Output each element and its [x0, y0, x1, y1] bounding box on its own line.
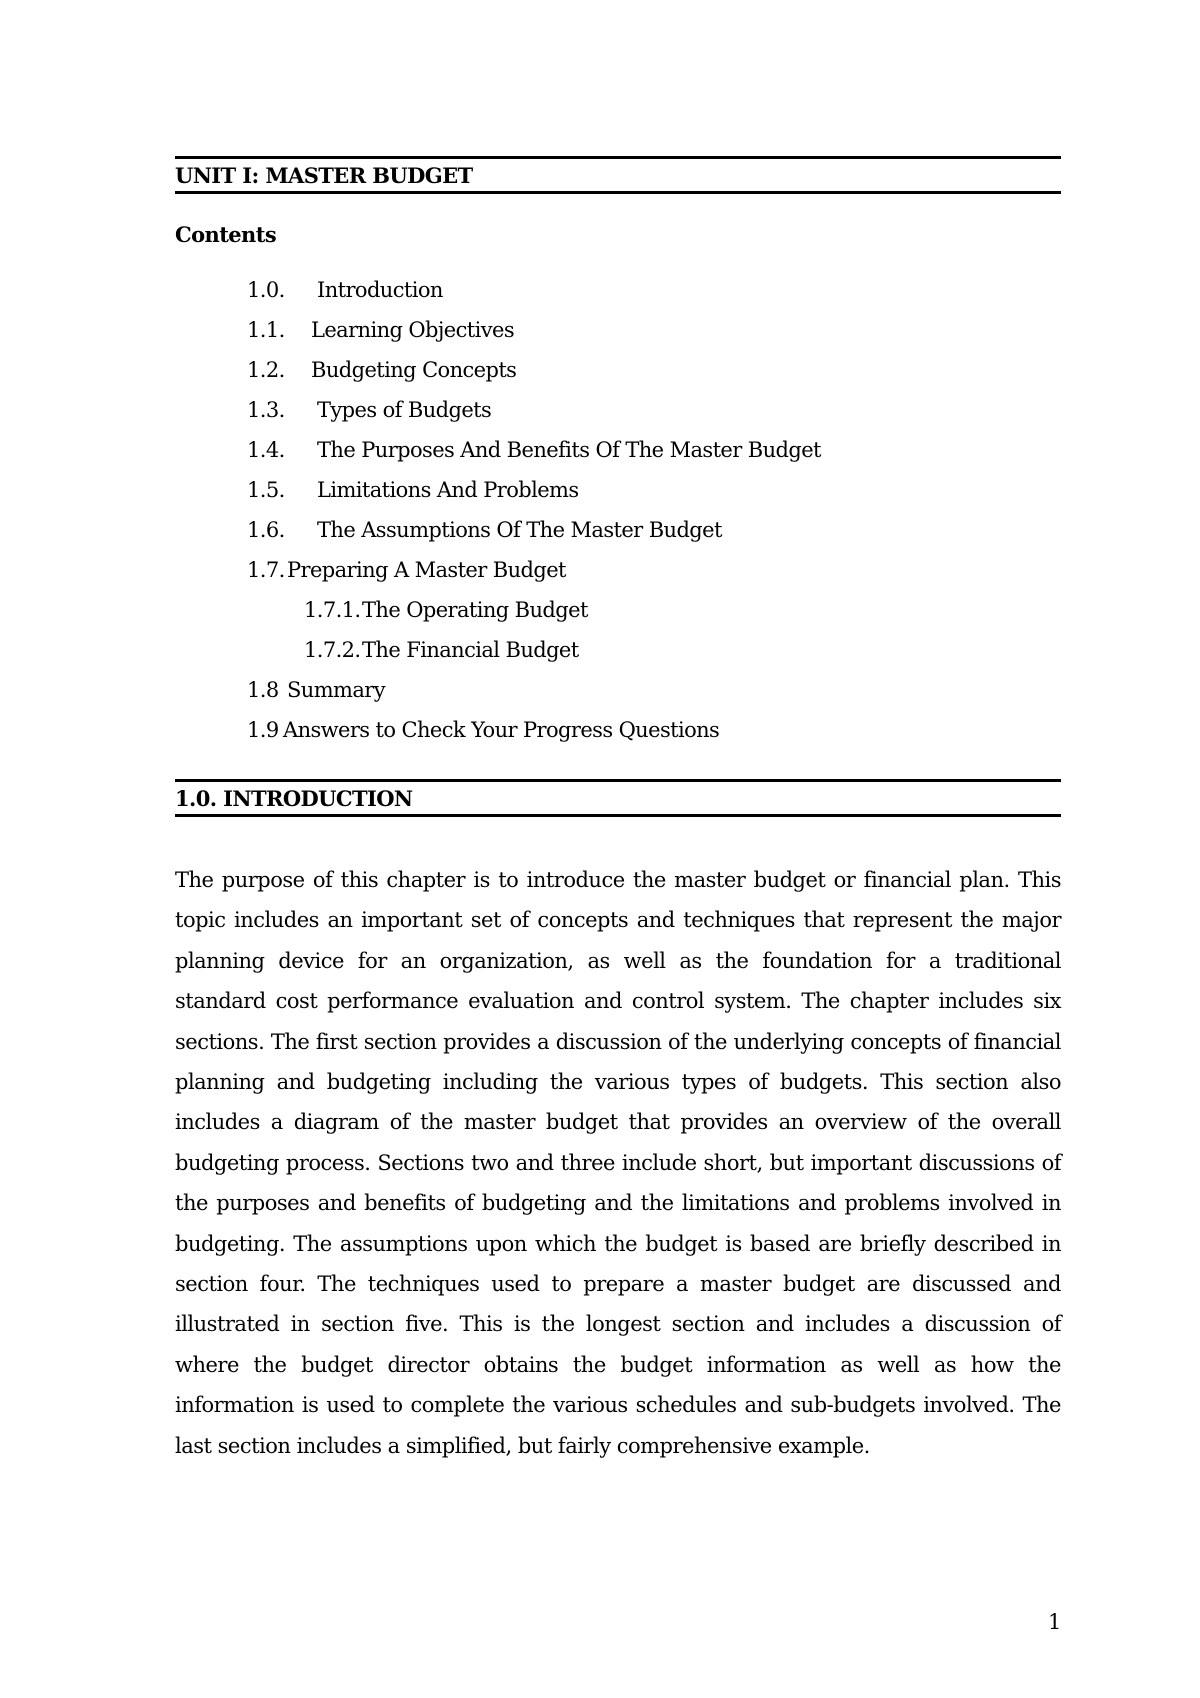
toc-item-title: Learning Objectives	[311, 318, 514, 342]
toc-item-1-1	[247, 310, 514, 350]
toc-item-1-3	[247, 390, 491, 430]
toc-item-1-6	[247, 510, 722, 550]
toc-item-title: Answers to Check Your Progress Questions	[283, 718, 720, 742]
toc-item-1-0	[247, 270, 443, 310]
toc-item-1-4	[247, 430, 821, 470]
intro-heading: 1.0. INTRODUCTION	[175, 786, 413, 811]
toc-item-1-7-1	[304, 590, 588, 630]
intro-heading-top-rule	[175, 779, 1061, 782]
page-number: 1	[1048, 1610, 1062, 1634]
toc-item-1-2	[247, 350, 516, 390]
toc-item-1-7-2	[304, 630, 579, 670]
toc-item-number: 1.1.	[247, 318, 285, 342]
toc-item-title: Summary	[287, 678, 385, 702]
toc-item-1-7	[247, 550, 566, 590]
toc-item-number: 1.3.	[247, 398, 285, 422]
toc-item-number: 1.4.	[247, 438, 285, 462]
toc-item-number: 1.5.	[247, 478, 285, 502]
toc-item-title: Budgeting Concepts	[311, 358, 517, 382]
unit-title-top-rule	[175, 156, 1061, 159]
intro-heading-bottom-rule	[175, 814, 1061, 817]
toc-item-number: 1.2.	[247, 358, 285, 382]
toc-item-number: 1.7.	[247, 558, 285, 582]
toc-item-number: 1.6.	[247, 518, 285, 542]
toc-item-title: Limitations And Problems	[317, 478, 579, 502]
toc-item-title: The Operating Budget	[362, 598, 588, 622]
toc-item-1-5	[247, 470, 579, 510]
toc-item-title: The Financial Budget	[362, 638, 579, 662]
toc-item-number: 1.7.1.	[304, 598, 361, 622]
unit-title: UNIT I: MASTER BUDGET	[175, 163, 473, 188]
toc-item-1-8	[247, 670, 385, 710]
toc-item-title: Types of Budgets	[317, 398, 492, 422]
toc-item-number: 1.7.2.	[304, 638, 361, 662]
contents-label: Contents	[175, 222, 277, 247]
intro-paragraph: The purpose of this chapter is to introduce the master budget or financial plan. This topic includes an important set of concepts and techniques that represent the major planning device for an organization, as well as the foundation for a traditional standard cost performance evaluation and control system. The chapter includes six sections. The first section provides a discussion of the underlying concepts of financial planning and budgeting including the various types of budgets. This section also includes a diagram of the master budget that provides an overview of the overall budgeting process. Sections two and three include short, but important discussions of the purposes and benefits of budgeting and the limitations and problems involved in budgeting. The assumptions upon which the budget is based are briefly described in section four. The techniques used to prepare a master budget are discussed and illustrated in section five. This is the longest section and includes a discussion of where the budget director obtains the budget information as well as how the information is used to complete the various schedules and sub-budgets involved. The last section includes a simplified, but fairly comprehensive example.	[175, 868, 1061, 1458]
toc-item-title: The Purposes And Benefits Of The Master Budget	[317, 438, 821, 462]
toc-item-1-9	[247, 710, 719, 750]
toc-item-number: 1.8	[247, 678, 279, 702]
toc-item-title: Introduction	[317, 278, 443, 302]
toc-item-number: 1.9	[247, 718, 279, 742]
unit-title-bottom-rule	[175, 191, 1061, 194]
toc-item-title: The Assumptions Of The Master Budget	[317, 518, 722, 542]
toc-item-number: 1.0.	[247, 278, 285, 302]
toc-item-title: Preparing A Master Budget	[287, 558, 566, 582]
